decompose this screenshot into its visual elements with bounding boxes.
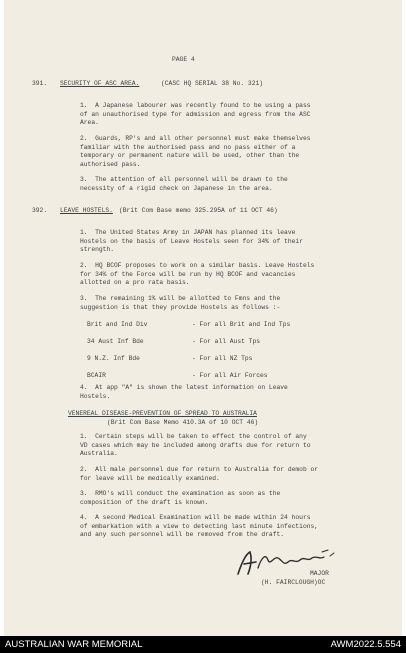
paragraph-line: 3. RMO's will conduct the examination as soon as the <box>80 490 281 497</box>
paragraph-line: temporary or permanent nature will be used, other than the <box>80 152 300 160</box>
paragraph-line: familiar with the authorised pass and no pass either of a <box>80 143 296 151</box>
signatory-rank: MAJOR <box>310 570 329 577</box>
paragraph-line: for leave will be medically examined. <box>80 474 220 482</box>
paragraph-line: and any such personnel will be removed from the draft. <box>80 531 285 539</box>
footer-bar <box>0 636 406 653</box>
hostel-unit: 34 Aust Inf Bde <box>87 338 144 345</box>
paragraph-line: 2. Guards, RP's and all other personnel must make themselves <box>80 135 311 142</box>
section-reference: (Brit Com Base memo 325.295A of 11 OCT 46) <box>119 207 278 214</box>
section-heading: VENEREAL DISEASE-PREVENTION OF SPREAD TO AUSTRALIA <box>68 410 257 417</box>
paragraph-line: suggestion is that they provide Hostels as follows :- <box>80 303 281 311</box>
paragraph-line: 2. All male personnel due for return to Australia for demob or <box>80 466 319 473</box>
section-reference: (CASC HQ SERIAL 38 No. 321) <box>161 80 264 87</box>
paragraph-line: authorised pass. <box>80 160 141 168</box>
signature-graphic <box>232 544 352 580</box>
section-reference: (Brit Com Base Memo 410.3A of 10 OCT 46) <box>107 418 259 426</box>
hostel-allocation: - For all NZ Tps <box>192 355 253 362</box>
hostel-unit: Brit and Ind Div <box>87 321 148 328</box>
hostel-allocation: - For all Aust Tps <box>192 338 261 345</box>
document-page <box>4 0 402 636</box>
paragraph-line: of an unauthorised type for admission and egress from the ASC <box>80 110 311 118</box>
handwritten-signature <box>232 544 352 580</box>
hostel-allocation: - For all Brit and Ind Tps <box>192 321 291 328</box>
paragraph-line: necessity of a rigid check on Japanese in the area. <box>80 184 273 192</box>
paragraph-line: 4. At app "A" is shown the latest information on Leave <box>80 384 288 391</box>
hostel-unit: BCAIR <box>87 372 106 379</box>
paragraph-line: VD cases which may be included among drafts due for return to <box>80 441 311 449</box>
hostel-allocation: - For all Air Forces <box>192 372 268 379</box>
paragraph-line: Area. <box>80 119 99 127</box>
paragraph-line: 1. Certain steps will be taken to effect the control of any <box>80 433 307 440</box>
footer-institution: AUSTRALIAN WAR MEMORIAL <box>5 639 143 650</box>
paragraph-line: Hostels. <box>80 392 111 400</box>
paragraph-line: allotted on a pro rata basis. <box>80 279 190 287</box>
section-heading: LEAVE HOSTELS. <box>60 207 113 214</box>
hostel-unit: 9 N.Z. Inf Bde <box>87 355 140 362</box>
paragraph-line: 3. The remaining 1% will be allotted to Fmns and the <box>80 295 281 302</box>
paragraph-line: Hostels on the basis of Leave Hostels seen for 34% of their <box>80 237 303 245</box>
paragraph-line: for 34% of the Force will be run by HQ BCOF and vacancies <box>80 270 296 278</box>
paragraph-line: Australia. <box>80 450 118 458</box>
section-number: 392. <box>32 207 48 214</box>
paragraph-line: 2. HQ BCOF proposes to work on a similar basis. Leave Hostels <box>80 262 315 269</box>
footer-accession-number: AWM2022.5.554 <box>330 639 401 650</box>
section-heading: SECURITY OF ASC AREA. <box>60 80 140 87</box>
paragraph-line: composition of the draft is known. <box>80 498 209 506</box>
paragraph-line: 1. A Japanese labourer was recently found to be using a pass <box>80 102 311 109</box>
paragraph-line: strength. <box>80 246 115 254</box>
section-number: 391. <box>32 80 48 87</box>
page-number: PAGE 4 <box>172 56 195 63</box>
paragraph-line: 4. A second Medical Examination will be made within 24 hours <box>80 514 311 521</box>
paragraph-line: of embarkation with a view to detecting last minute infections, <box>80 522 319 530</box>
signatory-name: (H. FAIRCLOUGH)OC <box>261 578 326 586</box>
paragraph-line: 3. The attention of all personnel will be drawn to the <box>80 176 288 183</box>
paragraph-line: 1. The United States Army in JAPAN has planned its leave <box>80 229 296 236</box>
